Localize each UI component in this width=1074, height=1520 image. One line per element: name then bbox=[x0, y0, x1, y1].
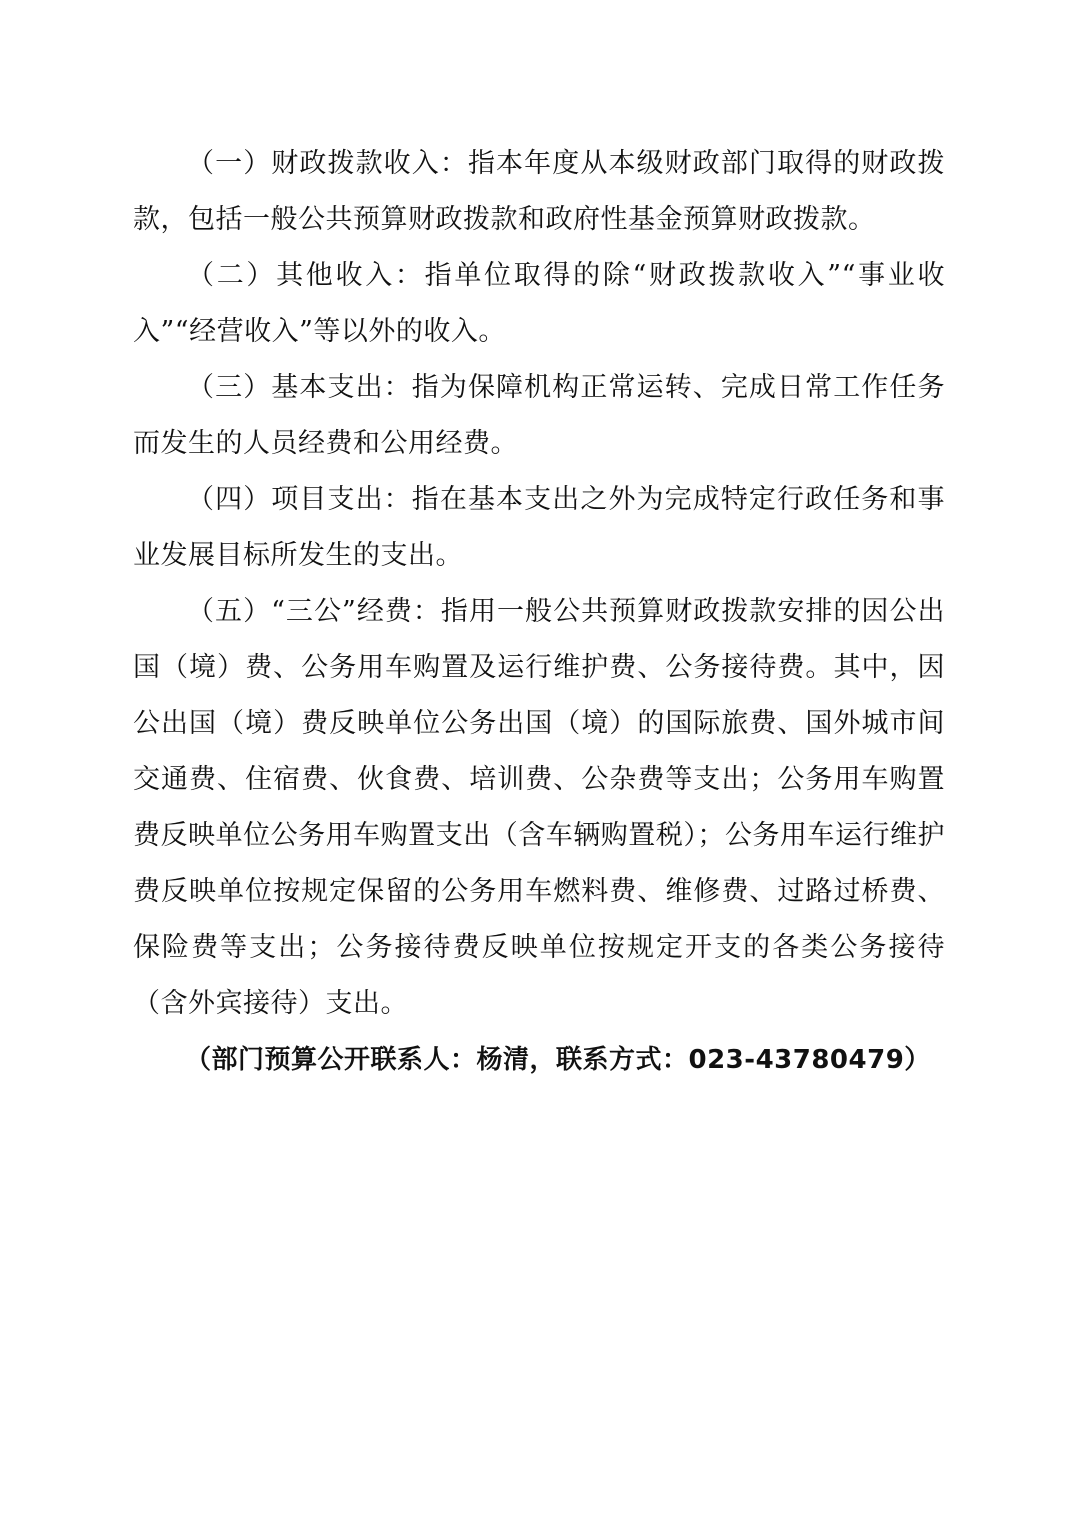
paragraph-fiscal-appropriation-income: （一）财政拨款收入：指本年度从本级财政部门取得的财政拨款，包括一般公共预算财政拨款和政府性基金预算财政拨款。 bbox=[133, 148, 945, 235]
paragraph-three-public-expenses: （五）“三公”经费：指用一般公共预算财政拨款安排的因公出国（境）费、公务用车购置及运行维护费、公务接待费。其中，因公出国（境）费反映单位公务出国（境）的国际旅费、国外城市间交通费、住宿费、伙食费、培训费、公杂费等支出；公务用车购置费反映单位公务用车购置支出（含车辆购置税）；公务用车运行维护费反映单位按规定保留的公务用车燃料费、维修费、过路过桥费、保险费等支出；公务接待费反映单位按规定开支的各类公务接待（含外宾接待）支出。 bbox=[133, 596, 945, 1019]
paragraph-other-income: （二）其他收入：指单位取得的除“财政拨款收入”“事业收入”“经营收入”等以外的收入。 bbox=[133, 260, 945, 347]
contact-info: （部门预算公开联系人：杨清，联系方式：023-43780479） bbox=[185, 1045, 931, 1075]
paragraph-project-expenditure: （四）项目支出：指在基本支出之外为完成特定行政任务和事业发展目标所发生的支出。 bbox=[133, 484, 945, 571]
document-body bbox=[133, 136, 945, 1088]
paragraph-basic-expenditure: （三）基本支出：指为保障机构正常运转、完成日常工作任务而发生的人员经费和公用经费。 bbox=[133, 372, 945, 459]
